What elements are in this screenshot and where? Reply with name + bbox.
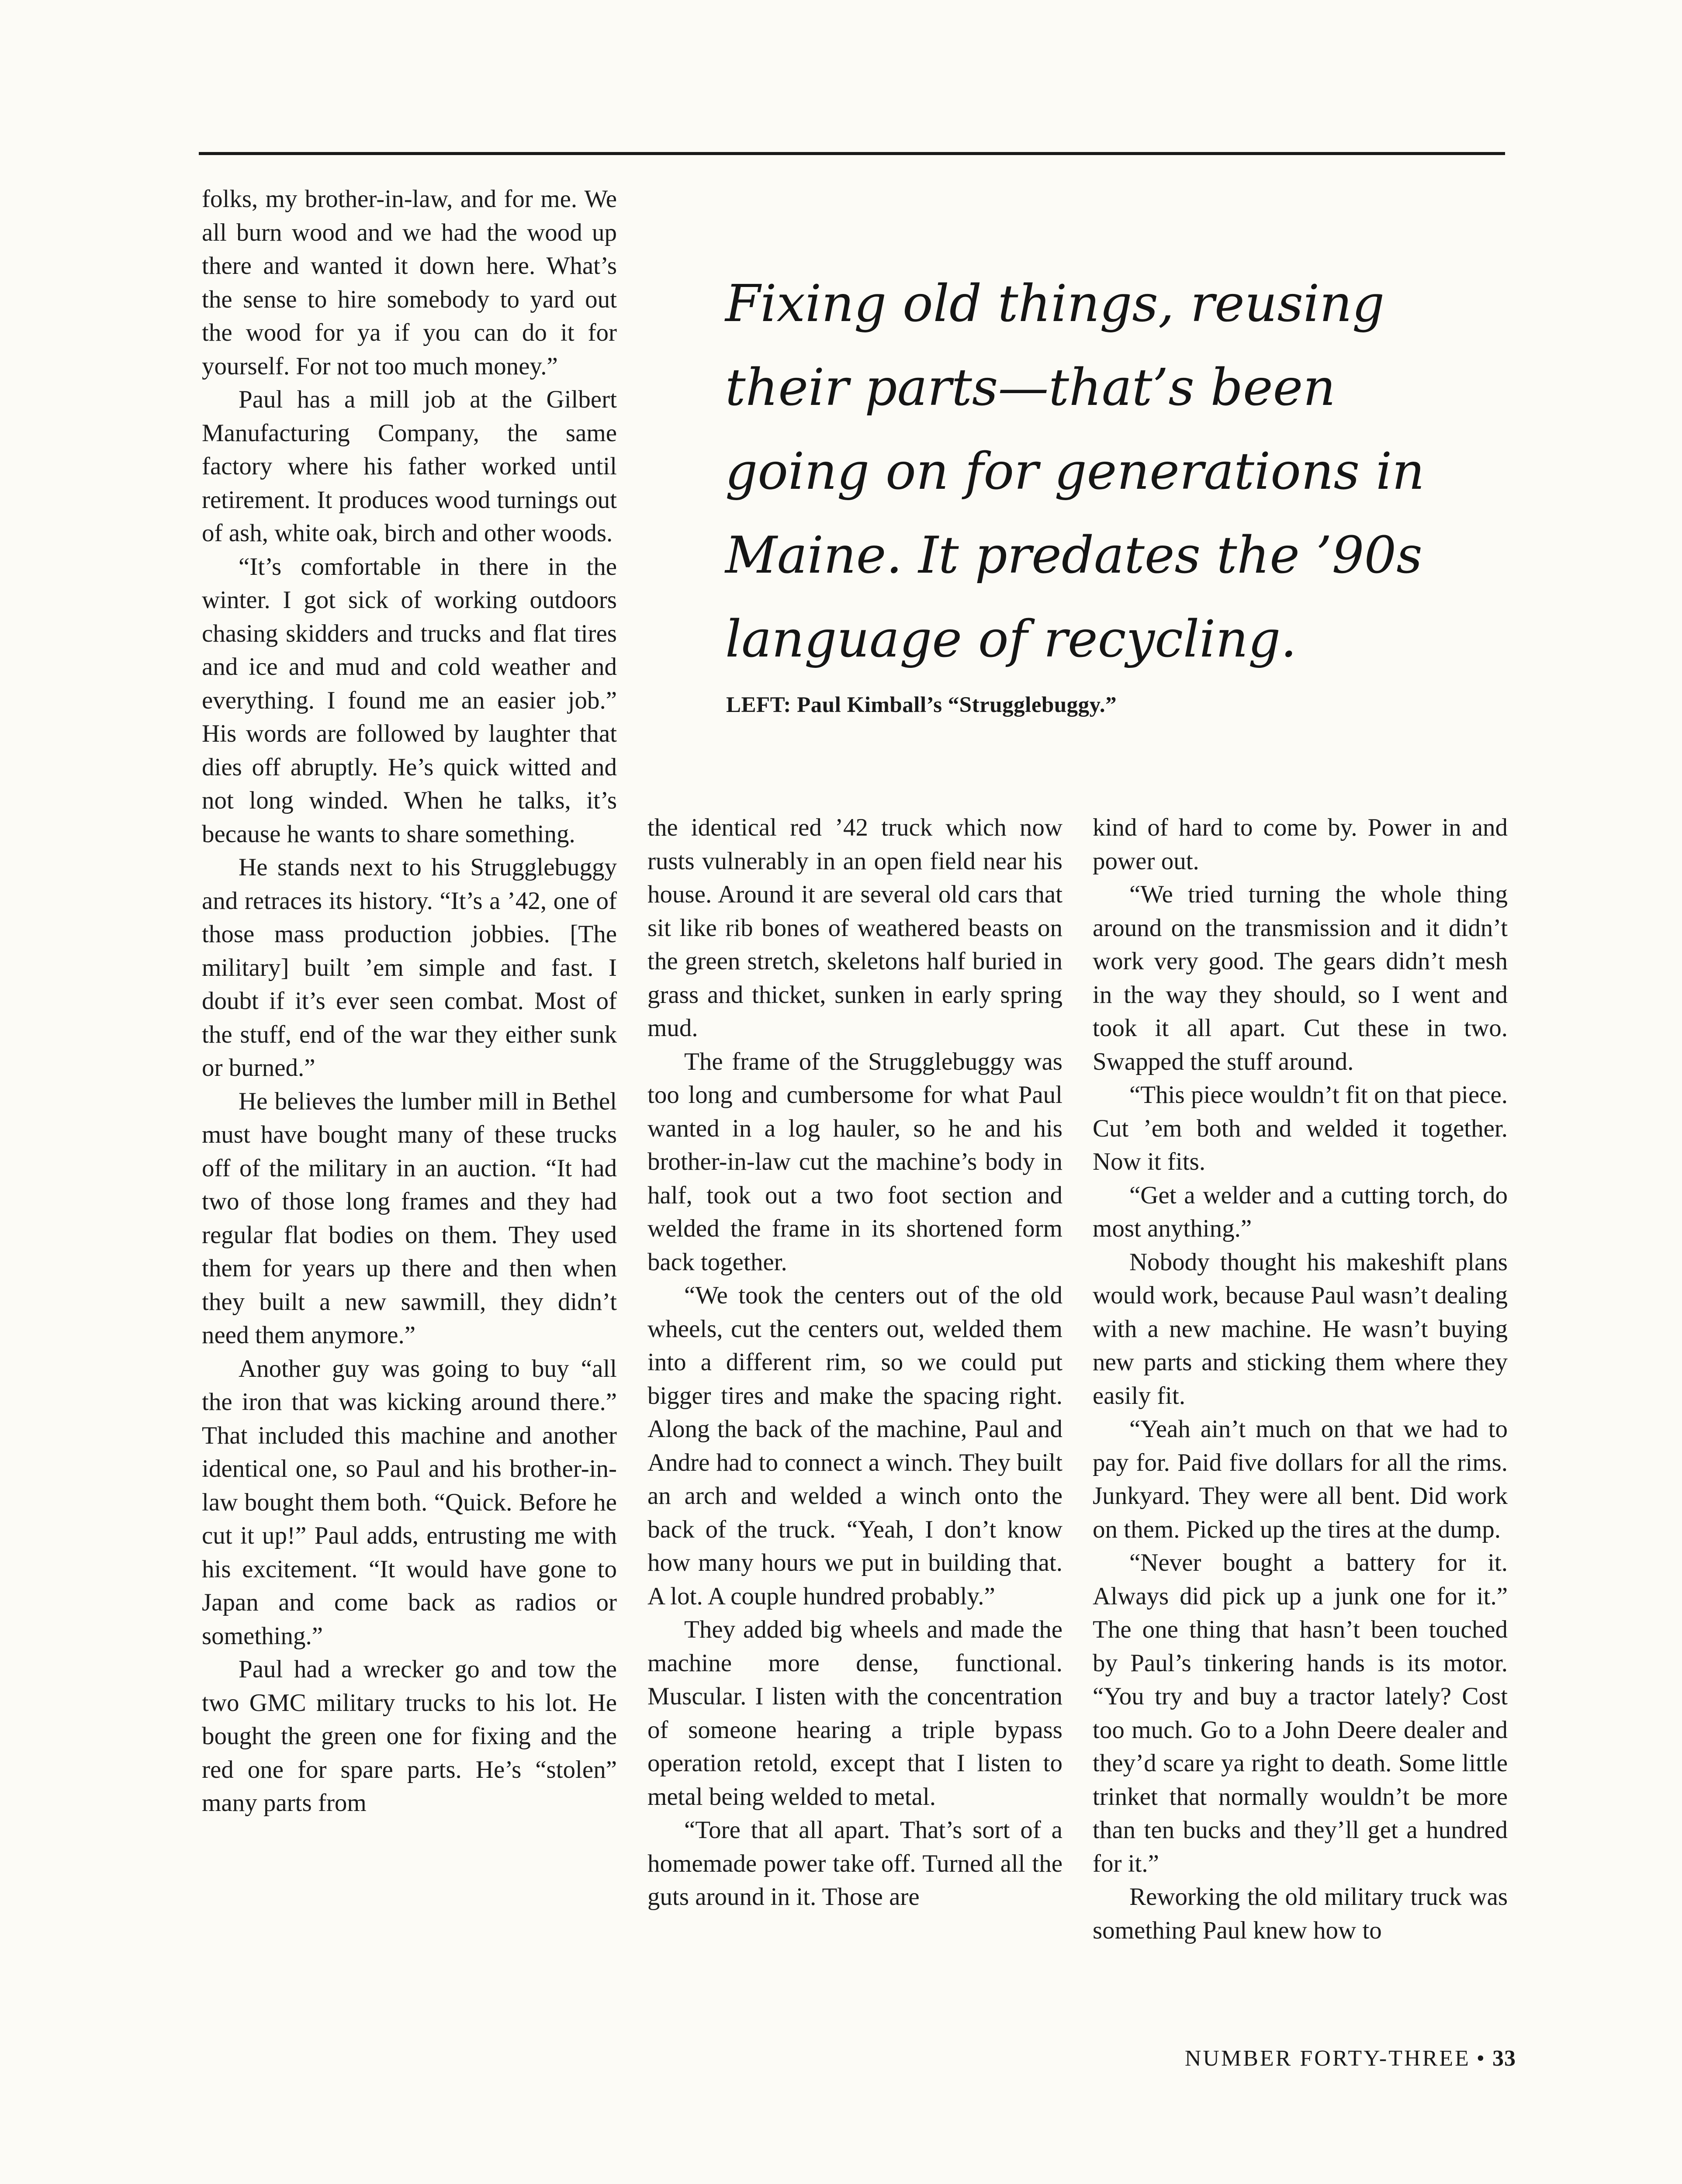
paragraph: folks, my brother-in-law, and for me. We all burn wood and we had the wood up there and wanted it down here. What’s the sense to hire somebody to yard out the wood for ya if you can do it for yourself. For not too much money.” (202, 185, 617, 380)
paragraph: Another guy was going to buy “all the iron that was kicking around there.” That included this machine and another identical one, so Paul and his brother-in-law bought them both. “Quick. Before he cut it up!” Paul adds, entrusting me with his excitement. “It would have gone to Japan and come back as radios or something.” (202, 1355, 617, 1650)
paragraph: Paul has a mill job at the Gilbert Manufacturing Company, the same factory where his father worked until retirement. It produces wood turnings out of ash, white oak, birch and other woods. (202, 386, 617, 547)
paragraph: kind of hard to come by. Power in and power out. (1093, 814, 1508, 875)
photo-caption: LEFT: Paul Kimball’s “Strugglebuggy.” (726, 693, 1117, 717)
page-number: 33 (1492, 2046, 1516, 2071)
paragraph: They added big wheels and made the machine more dense, functional. Muscular. I listen with the concentration of someone hearing a triple bypass operation retold, except that I listen to metal being welded to metal. (647, 1616, 1062, 1811)
paragraph: “It’s comfortable in there in the winter. I got sick of working outdoors chasing skidders and trucks and flat tires and ice and mud and cold weather and everything. I found me an easier job.” His words are followed by laughter that dies off abruptly. He’s quick witted and not long winded. When he talks, it’s because he wants to share something. (202, 553, 617, 848)
paragraph: He believes the lumber mill in Bethel must have bought many of these trucks off of the military in an auction. “It had two of those long frames and they had regular flat bodies on them. They used them for years up there and then when they built a new sawmill, they didn’t need them anymore.” (202, 1087, 617, 1349)
pull-quote: Fixing old things, reusing their parts—that’s been going on for generations in Maine. It predates the ’90s language of recycling. (725, 274, 1425, 669)
paragraph: “Tore that all apart. That’s sort of a homemade power take off. Turned all the guts around in it. Those are (647, 1816, 1062, 1911)
paragraph: “We tried turning the whole thing around on the transmission and it didn’t work very good. The gears didn’t mesh in the way they should, so I went and took it all apart. Cut these in two. Swapped the stuff around. (1093, 881, 1508, 1075)
paragraph: Nobody thought his makeshift plans would work, because Paul wasn’t dealing with a new machine. He wasn’t buying new parts and sticking them where they easily fit. (1093, 1248, 1508, 1410)
paragraph: “Get a welder and a cutting torch, do most anything.” (1093, 1181, 1508, 1242)
paragraph: the identical red ’42 truck which now rusts vulnerably in an open field near his house. Around it are several old cars that sit like rib bones of weathered beasts on the green stretch, skeletons half buried in grass and thicket, sunken in early spring mud. (647, 814, 1062, 1042)
header-rule (199, 152, 1505, 155)
paragraph: “This piece wouldn’t fit on that piece. Cut ’em both and welded it together. Now it fits. (1093, 1081, 1508, 1175)
paragraph: The frame of the Strugglebuggy was too long and cumbersome for what Paul wanted in a log hauler, so he and his brother-in-law cut the machine’s body in half, took out a two foot section and welded the frame in its shortened form back together. (647, 1047, 1062, 1276)
article-column-3 (1093, 811, 1508, 1947)
paragraph: “Never bought a battery for it. Always did pick up a junk one for it.” The one thing that hasn’t been touched by Paul’s tinkering hands is its motor. “You try and buy a tractor lately? Cost too much. Go to a John Deere dealer and they’d scare ya right to death. Some little trinket that normally wouldn’t be more than ten bucks and they’ll get a hundred for it.” (1093, 1549, 1508, 1877)
paragraph: Reworking the old military truck was something Paul knew how to (1093, 1883, 1508, 1944)
article-column-1 (202, 183, 617, 1820)
paragraph: Paul had a wrecker go and tow the two GMC military trucks to his lot. He bought the green one for fixing and the red one for spare parts. He’s “stolen” many parts from (202, 1655, 617, 1817)
paragraph: “Yeah ain’t much on that we had to pay for. Paid five dollars for all the rims. Junkyard. They were all bent. Did work on them. Picked up the tires at the dump. (1093, 1415, 1508, 1543)
page-footer (1153, 2046, 1516, 2071)
footer-section-label: NUMBER FORTY-THREE (1184, 2046, 1471, 2071)
article-column-2 (647, 811, 1062, 1914)
paragraph: He stands next to his Strugglebuggy and retraces its history. “It’s a ’42, one of those mass production jobbies. [The military] built ’em simple and fast. I doubt if it’s ever seen combat. Most of the stuff, end of the war they either sunk or burned.” (202, 854, 617, 1082)
paragraph: “We took the centers out of the old wheels, cut the centers out, welded them into a different rim, so we could put bigger tires and make the spacing right. Along the back of the machine, Paul and Andre had to connect a winch. They built an arch and welded a winch onto the back of the truck. “Yeah, I don’t know how many hours we put in building that. A lot. A couple hundred probably.” (647, 1282, 1062, 1610)
footer-bullet: • (1476, 2046, 1486, 2071)
